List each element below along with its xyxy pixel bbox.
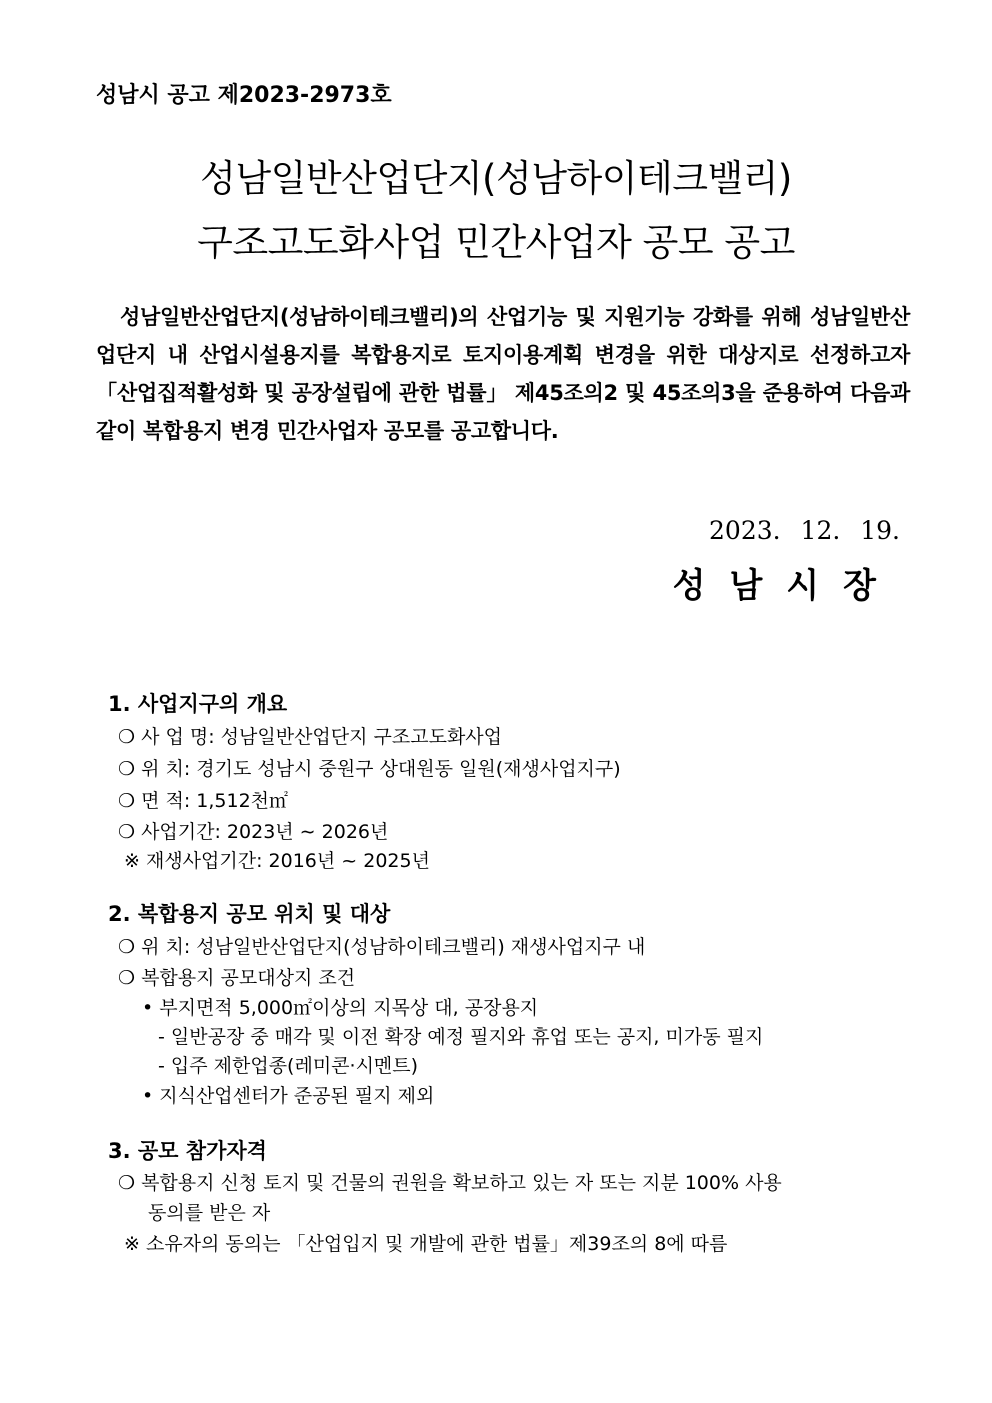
notice-number: 성남시 공고 제2023-2973호 [96, 83, 392, 108]
issuer: 성남시장 [672, 566, 900, 606]
section-2-title: 2. 복합용지 공모 위치 및 대상 [108, 902, 391, 926]
section-1-period: ❍ 사업기간: 2023년 ∼ 2026년 [118, 821, 389, 843]
intro-text: 성남일반산업단지(성남하이테크밸리)의 산업기능 및 지원기능 강화를 위해 성남일반산업단지 내 산업시설용지를 복합용지로 토지이용계획 변경을 위한 대상지로 선정하고자 「산업집적활성화 및 공장설립에 관한 법률」 제45조의2 및 45조의3을 준용하여 다음과 같이 복합용지 변경 민간사업자 공모를 공고합니다. [96, 305, 910, 443]
section-1-note: ※ 재생사업기간: 2016년 ~ 2025년 [124, 850, 430, 872]
section-3-note: ※ 소유자의 동의는 「산업입지 및 개발에 관한 법률」제39조의 8에 따름 [124, 1233, 728, 1255]
section-3-title: 3. 공모 참가자격 [108, 1139, 267, 1163]
section-2-conditions: ❍ 복합용지 공모대상지 조건 [118, 967, 356, 989]
section-2-bullet-1: • 부지면적 5,000㎡이상의 지목상 대, 공장용지 [142, 997, 539, 1019]
section-2-dash-1: - 일반공장 중 매각 및 이전 확장 예정 필지와 휴업 또는 공지, 미가동 필지 [158, 1026, 764, 1048]
section-3-line-1-cont: 동의를 받은 자 [148, 1202, 271, 1224]
section-1-area: ❍ 면 적: 1,512천㎡ [118, 790, 289, 812]
notice-date: 2023. 12. 19. [709, 516, 900, 545]
section-1-title: 1. 사업지구의 개요 [108, 692, 288, 716]
section-2-location: ❍ 위 치: 성남일반산업단지(성남하이테크밸리) 재생사업지구 내 [118, 936, 646, 958]
section-1-business-name: ❍ 사 업 명: 성남일반산업단지 구조고도화사업 [118, 726, 503, 748]
section-2-bullet-2: • 지식산업센터가 준공된 필지 제외 [142, 1085, 435, 1107]
title-line-2: 구조고도화사업 민간사업자 공모 공고 [197, 221, 795, 264]
section-3-line-1: ❍ 복합용지 신청 토지 및 건물의 권원을 확보하고 있는 자 또는 지분 100% 사용 [118, 1172, 782, 1194]
title-line-1: 성남일반산업단지(성남하이테크밸리) [200, 157, 792, 200]
section-1-location: ❍ 위 치: 경기도 성남시 중원구 상대원동 일원(재생사업지구) [118, 758, 621, 780]
section-2-dash-2: - 입주 제한업종(레미콘·시멘트) [158, 1055, 419, 1077]
intro-paragraph [96, 298, 910, 450]
